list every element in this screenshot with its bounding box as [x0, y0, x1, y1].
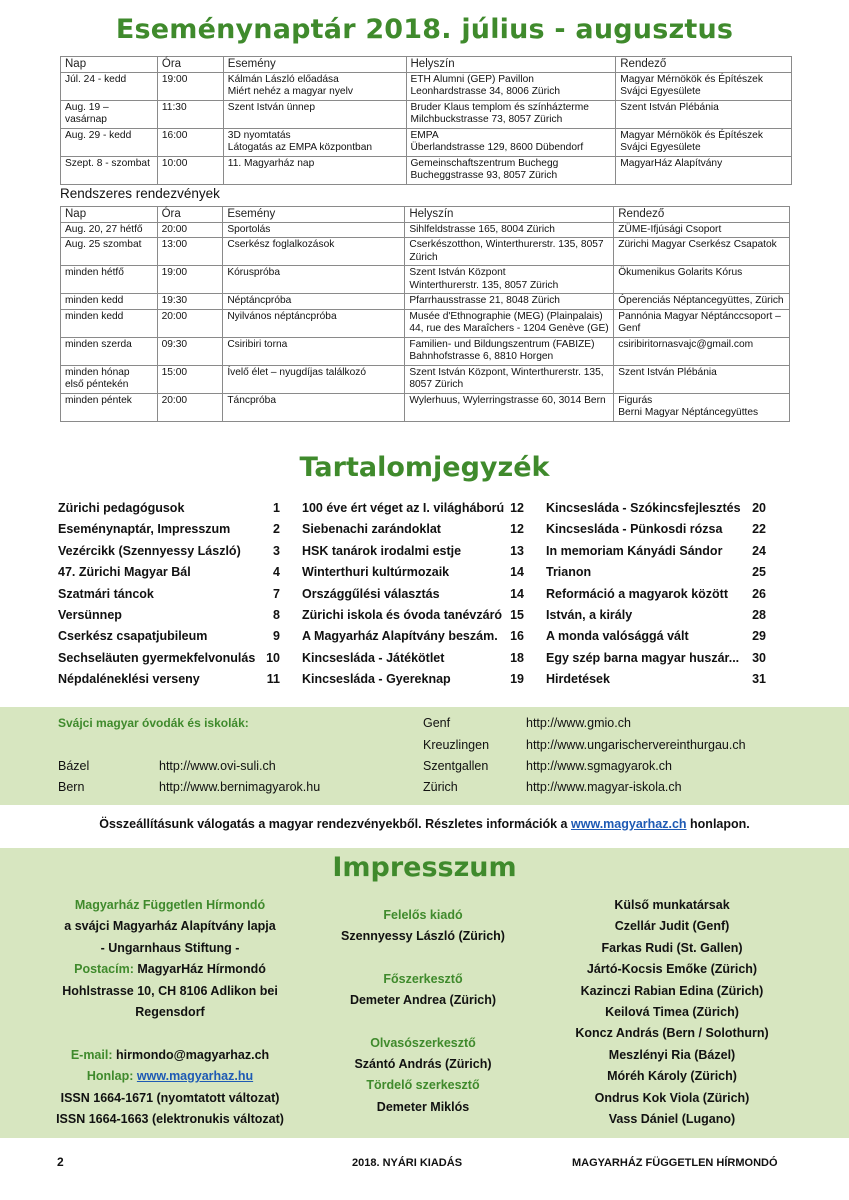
contributor-name: Vass Dániel (Lugano) — [608, 1111, 736, 1126]
toc-item-page: 30 — [752, 650, 766, 665]
toc-item[interactable] — [302, 562, 524, 583]
toc-item-page: 26 — [752, 586, 766, 601]
notice-text — [0, 817, 849, 831]
toc-item-page: 14 — [510, 565, 524, 580]
toc-item-label: Szatmári táncok — [58, 586, 154, 601]
toc-item-label: Egy szép barna magyar huszár... — [546, 650, 740, 665]
toc-item-page: 1 — [273, 501, 280, 515]
cell-line: Gemeinschaftszentrum Buchegg — [410, 157, 559, 169]
cell-hely — [406, 128, 616, 156]
cell-nap — [61, 309, 158, 337]
cell-line: Óperenciás Néptancegyüttes, Zürich — [618, 295, 784, 306]
cell-hely — [405, 222, 614, 238]
cell-line: Néptáncpróba — [227, 295, 292, 306]
edition-label: 2018. NYÁRI KIADÁS — [352, 1157, 463, 1169]
cell-nap — [61, 337, 158, 365]
cell-rend — [616, 128, 792, 156]
cell-esemeny — [223, 222, 405, 238]
cell-line: minden péntek — [65, 394, 132, 406]
cell-ora: 09:30 — [157, 337, 223, 365]
toc-item-label: István, a király — [546, 607, 633, 622]
cell-rend — [614, 309, 790, 337]
cell-line: Szept. 8 - szombat — [65, 157, 150, 169]
col-header-helyszin: Helyszín — [405, 207, 614, 223]
cell-rend — [616, 156, 792, 184]
cell-hely — [405, 266, 614, 294]
cell-ora: 19:00 — [157, 266, 223, 294]
contributors-list — [550, 916, 794, 1130]
cell-rend — [614, 294, 790, 310]
proofreader-label: Olvasószerkesztő — [370, 1035, 476, 1050]
toc-item-label: Eseménynaptár, Impresszum — [58, 522, 231, 537]
toc-item[interactable] — [302, 626, 524, 647]
toc-item-page: 25 — [752, 565, 766, 580]
cell-line: 44, rue des Maraîchers - 1204 Genève (GE) — [409, 323, 609, 334]
cell-line: Magyar Mérnökök és Építészek — [620, 129, 763, 141]
toc-item-label: Winterthuri kultúrmozaik — [302, 565, 450, 580]
toc-item-label: Kincsesláda - Szókincsfejlesztés — [546, 501, 741, 515]
toc-item-label: HSK tanárok irodalmi estje — [302, 543, 462, 558]
cell-line: Ökumenikus Golarits Kórus — [618, 267, 743, 278]
toc-item-label: Kincsesláda - Pünkosdi rózsa — [546, 522, 723, 537]
col-header-esemeny: Esemény — [223, 57, 406, 73]
toc-item-label: Népdaléneklési verseny — [58, 672, 200, 687]
toc-item[interactable] — [58, 519, 280, 540]
school-link[interactable]: http://www.ovi-suli.ch — [159, 759, 276, 773]
toc-item-page: 4 — [273, 565, 280, 580]
page-title: Eseménynaptár 2018. július - augusztus — [115, 14, 734, 45]
cell-nap — [61, 128, 158, 156]
cell-line: Wylerhuus, Wylerringstrasse 60, 3014 Bern — [409, 394, 606, 406]
toc-item[interactable] — [546, 498, 766, 519]
contributor-name: Ondrus Kok Viola (Zürich) — [594, 1090, 750, 1105]
toc-item-page: 15 — [510, 607, 524, 622]
toc-item[interactable] — [302, 541, 524, 562]
contributor-name: Farkas Rudi (St. Gallen) — [601, 940, 743, 955]
contributor-name: Keilová Timea (Zürich) — [605, 1004, 739, 1019]
cell-line: Zürichi Magyar Cserkész Csapatok — [618, 239, 777, 250]
magyarhaz-link[interactable]: www.magyarhaz.ch — [571, 817, 687, 831]
cell-esemeny — [223, 100, 406, 128]
cell-line: minden szerda — [65, 338, 132, 350]
toc-item-label: Cserkész csapatjubileum — [58, 629, 208, 644]
cell-rend — [614, 238, 790, 266]
table-row — [61, 393, 790, 421]
toc-item-label: Versünnep — [58, 607, 122, 622]
cell-line: 8057 Zürich — [409, 379, 464, 390]
cell-rend — [614, 266, 790, 294]
cell-line: minden hétfő — [65, 267, 124, 278]
cell-line: Magyar Mérnökök és Építészek — [620, 73, 763, 85]
cell-line: Aug. 25 szombat — [65, 239, 142, 250]
cell-line: vasárnap — [65, 114, 107, 125]
schools-heading: Svájci magyar óvodák és iskolák: — [58, 716, 249, 730]
table-row — [61, 222, 790, 238]
publisher-name: Szennyessy László (Zürich) — [341, 929, 505, 944]
cell-ora: 13:00 — [157, 238, 223, 266]
cell-esemeny — [223, 294, 405, 310]
cell-line: Júl. 24 - kedd — [65, 73, 127, 85]
toc-column-1 — [58, 498, 280, 691]
cell-line: Überlandstrasse 129, 8600 Dübendorf — [410, 142, 584, 153]
cell-esemeny — [223, 337, 405, 365]
cell-ora: 19:30 — [157, 294, 223, 310]
toc-item[interactable] — [58, 626, 280, 647]
toc-item-label: Kincsesláda - Játékötlet — [302, 650, 445, 665]
cell-esemeny — [223, 393, 405, 421]
events-table — [60, 56, 792, 185]
cell-ora: 10:00 — [157, 156, 223, 184]
cell-line: Svájci Egyesülete — [620, 142, 701, 153]
toc-item-label: Kincsesláda - Gyereknap — [302, 672, 451, 687]
contributor-name: Móréh Károly (Zürich) — [607, 1069, 737, 1084]
contributor-name: Kazinczi Rabian Edina (Zürich) — [580, 983, 764, 998]
toc-item-label: Zürichi iskola és óvoda tanévzáró — [302, 607, 503, 622]
toc-item-page: 12 — [510, 522, 524, 537]
cell-line: 3D nyomtatás — [227, 129, 291, 141]
cell-line: Berni Magyar Néptáncegyüttes — [618, 407, 759, 418]
toc-item-page: 9 — [273, 629, 280, 644]
cell-line: Kóruspróba — [227, 267, 280, 278]
cell-line: ETH Alumni (GEP) Pavillon — [410, 73, 534, 85]
publication-name: Magyarház Független Hírmondó — [74, 898, 266, 912]
notice-after: honlapon. — [690, 817, 750, 831]
publication-desc: a svájci Magyarház Alapítvány lapja — [64, 919, 276, 934]
table-row — [61, 238, 790, 266]
toc-item[interactable] — [58, 498, 280, 519]
toc-item-page: 29 — [752, 629, 766, 644]
email-value[interactable]: hirmondo@magyarhaz.ch — [115, 1047, 270, 1062]
toc-item-label: Sechseläuten gyermekfelvonulás — [58, 650, 256, 665]
email-line — [50, 1045, 290, 1066]
table-header-row — [61, 57, 792, 73]
email-label: E-mail: — [70, 1047, 113, 1062]
toc-item-page: 14 — [510, 586, 524, 601]
cell-esemeny — [223, 266, 405, 294]
cell-line: Nyilvános néptáncpróba — [227, 310, 337, 322]
school-city: Genf — [423, 716, 451, 730]
cell-line: Szent István Plébánia — [620, 101, 719, 113]
cell-rend — [614, 337, 790, 365]
toc-item[interactable] — [302, 648, 524, 669]
layout-editor-name: Demeter Miklós — [376, 1099, 470, 1114]
toc-item-label: Reformáció a magyarok között — [546, 586, 728, 601]
toc-item[interactable] — [546, 605, 766, 626]
cell-nap — [61, 222, 158, 238]
toc-item-label: A monda valósággá vált — [546, 629, 689, 644]
toc-item[interactable] — [58, 669, 280, 690]
school-link[interactable]: http://www.bernimagyarok.hu — [159, 780, 321, 794]
contributor-name: Koncz András (Bern / Solothurn) — [575, 1026, 769, 1041]
col-header-nap: Nap — [61, 207, 158, 223]
toc-item-label: Hirdetések — [546, 672, 610, 687]
cell-line: Látogatás az EMPA központban — [227, 142, 373, 153]
toc-item-page: 12 — [510, 501, 524, 515]
contributor-name: Meszlényi Ria (Bázel) — [608, 1047, 736, 1062]
toc-title: Tartalomjegyzék — [299, 452, 550, 483]
toc-item[interactable] — [302, 584, 524, 605]
cell-line: Bucheggstrasse 93, 8057 Zürich — [410, 170, 558, 181]
table-header-row — [61, 207, 790, 223]
cell-hely — [406, 156, 616, 184]
layout-editor-label: Tördelő szerkesztő — [366, 1078, 480, 1093]
cell-hely — [405, 309, 614, 337]
table-row — [61, 100, 792, 128]
cell-line: EMPA — [410, 129, 439, 141]
col-header-rendezo: Rendező — [614, 207, 790, 223]
cell-line: Szent István Plébánia — [618, 366, 717, 378]
postal-value: MagyarHáz Hírmondó — [137, 962, 266, 977]
school-city: Bázel — [58, 759, 90, 773]
web-line — [50, 1066, 290, 1087]
col-header-esemeny: Esemény — [223, 207, 405, 223]
cell-line: első péntekén — [65, 379, 129, 390]
cell-esemeny — [223, 309, 405, 337]
cell-nap — [61, 365, 158, 393]
cell-nap — [61, 100, 158, 128]
cell-line: Csiribiri torna — [227, 338, 288, 350]
cell-hely — [405, 294, 614, 310]
regular-events-table — [60, 206, 790, 422]
col-header-ora: Óra — [157, 207, 223, 223]
cell-ora: 20:00 — [157, 309, 223, 337]
toc-item-page: 28 — [752, 607, 766, 622]
school-link[interactable]: http://www.sgmagyarok.ch — [526, 759, 672, 773]
cell-ora: 15:00 — [157, 365, 223, 393]
toc-item[interactable] — [302, 498, 524, 519]
cell-nap — [61, 156, 158, 184]
school-city: Zürich — [423, 780, 458, 794]
cell-line: Szent István Központ, Winterthurerstr. 135, — [409, 366, 604, 378]
cell-hely — [405, 393, 614, 421]
table-row — [61, 72, 792, 100]
cell-line: Miért nehéz a magyar nyelv — [227, 86, 353, 97]
impresszum-publisher-block — [50, 895, 290, 1130]
cell-line: Svájci Egyesülete — [620, 86, 701, 97]
cell-line: csiribiritornasvajc@gmail.com — [618, 338, 754, 350]
cell-nap — [61, 72, 158, 100]
toc-item-page: 31 — [752, 672, 766, 687]
cell-line: Pfarrhausstrasse 21, 8048 Zürich — [409, 295, 560, 306]
toc-item-page: 16 — [510, 629, 524, 644]
toc-item[interactable] — [546, 519, 766, 540]
address-line: Regensdorf — [135, 1004, 205, 1019]
regular-events-title: Rendszeres rendezvények — [60, 186, 220, 201]
toc-item[interactable] — [302, 605, 524, 626]
school-city: Szentgallen — [423, 759, 489, 773]
publisher-label: Felelős kiadó — [383, 908, 463, 922]
postal-label: Postacím: — [74, 962, 134, 977]
toc-item-page: 13 — [510, 543, 524, 558]
cell-ora: 16:00 — [157, 128, 223, 156]
cell-ora: 20:00 — [157, 222, 223, 238]
cell-line: Leonhardstrasse 34, 8006 Zürich — [410, 86, 561, 97]
toc-item[interactable] — [546, 626, 766, 647]
cell-rend — [614, 365, 790, 393]
cell-line: Figurás — [618, 394, 653, 406]
cell-line: Kálmán László előadása — [227, 73, 339, 85]
toc-item-page: 2 — [273, 522, 280, 537]
cell-rend — [616, 72, 792, 100]
cell-line: Pannónia Magyar Néptánccsoport – — [618, 310, 781, 322]
cell-line: Milchbuckstrasse 73, 8057 Zürich — [410, 114, 563, 125]
toc-item-page: 24 — [752, 543, 766, 558]
cell-line: minden hónap — [65, 366, 130, 378]
notice-before: Összeállításunk válogatás a magyar rendezvényekből. Részletes információk a — [99, 817, 568, 831]
toc-item[interactable] — [546, 541, 766, 562]
issn-print: ISSN 1664-1671 (nyomtatott változat) — [60, 1090, 280, 1105]
col-header-nap: Nap — [61, 57, 158, 73]
cell-hely — [405, 337, 614, 365]
cell-line: Winterthurerstr. 135, 8057 Zürich — [409, 279, 559, 291]
toc-item-page: 7 — [273, 586, 280, 601]
cell-ora: 11:30 — [157, 100, 223, 128]
cell-line: Bahnhofstrasse 6, 8810 Horgen — [409, 351, 554, 362]
toc-item[interactable] — [546, 669, 766, 690]
cell-rend — [614, 393, 790, 421]
toc-item-page: 8 — [273, 607, 280, 622]
toc-item-label: 100 éve ért véget az I. világháború — [302, 501, 505, 515]
page-number: 2 — [57, 1155, 64, 1169]
toc-item-page: 19 — [510, 672, 524, 687]
cell-line: Táncpróba — [227, 394, 277, 406]
editor-label: Főszerkesztő — [383, 971, 463, 986]
cell-esemeny — [223, 156, 406, 184]
toc-item-label: In memoriam Kányádi Sándor — [546, 543, 723, 558]
cell-esemeny — [223, 128, 406, 156]
cell-nap — [61, 393, 158, 421]
toc-item-page: 3 — [273, 543, 280, 558]
cell-line: minden kedd — [65, 310, 124, 322]
contributor-name: Czellár Judit (Genf) — [614, 919, 730, 934]
cell-line: Ívelő élet – nyugdíjas találkozó — [227, 366, 367, 378]
toc-item-label: Trianon — [546, 565, 592, 580]
school-link[interactable]: http://www.gmio.ch — [526, 716, 631, 730]
postal-address — [50, 959, 290, 980]
toc-item-page: 10 — [266, 650, 280, 665]
impresszum-editors-block — [318, 905, 528, 1118]
cell-esemeny — [223, 238, 405, 266]
issn-online: ISSN 1664-1663 (elektronukis változat) — [56, 1111, 284, 1126]
toc-column-2 — [302, 498, 524, 691]
cell-line: Musée d'Ethnographie (MEG) (Plainpalais) — [409, 310, 603, 322]
toc-item[interactable] — [58, 562, 280, 583]
cell-line: Zürich — [409, 251, 438, 263]
toc-item[interactable] — [58, 541, 280, 562]
toc-item[interactable] — [58, 605, 280, 626]
cell-hely — [406, 72, 616, 100]
toc-item-page: 20 — [752, 501, 766, 515]
table-row — [61, 266, 790, 294]
toc-item[interactable] — [58, 584, 280, 605]
toc-column-3 — [546, 498, 766, 691]
impresszum-contributors-block — [550, 895, 794, 1130]
cell-rend — [616, 100, 792, 128]
cell-ora: 20:00 — [157, 393, 223, 421]
toc-item-label: 47. Zürichi Magyar Bál — [58, 565, 191, 580]
toc-item[interactable] — [302, 669, 524, 690]
col-header-rendezo: Rendező — [616, 57, 792, 73]
publication-desc-de: - Ungarnhaus Stiftung - — [100, 940, 240, 955]
cell-line: Bruder Klaus templom és színházterme — [410, 101, 589, 113]
cell-line: 11. Magyarház nap — [227, 157, 315, 169]
toc-item[interactable] — [58, 648, 280, 669]
toc-item-label: Siebenachi zarándoklat — [302, 522, 441, 537]
toc-item[interactable] — [302, 519, 524, 540]
cell-hely — [406, 100, 616, 128]
col-header-ora: Óra — [157, 57, 223, 73]
cell-line: Aug. 19 – — [65, 101, 109, 113]
toc-item-page: 22 — [752, 522, 766, 537]
cell-line: Cserkészotthon, Winterthurerstr. 135, 8057 — [409, 239, 604, 250]
cell-line: Sportolás — [227, 223, 271, 235]
cell-line: Genf — [618, 323, 641, 334]
cell-line: ZÜME-Ifjúsági Csoport — [618, 223, 722, 235]
cell-ora: 19:00 — [157, 72, 223, 100]
table-row — [61, 309, 790, 337]
editor-name: Demeter Andrea (Zürich) — [349, 993, 497, 1008]
address-line: Hohlstrasse 10, CH 8106 Adlikon bei — [62, 983, 278, 998]
proofreader-name: Szántó András (Zürich) — [354, 1056, 492, 1071]
school-city: Bern — [58, 780, 85, 794]
cell-line: Familien- und Bildungszentrum (FABIZE) — [409, 338, 595, 350]
cell-esemeny — [223, 72, 406, 100]
cell-nap — [61, 294, 158, 310]
col-header-helyszin: Helyszín — [406, 57, 616, 73]
contributors-label: Külső munkatársak — [614, 898, 730, 912]
school-city: Kreuzlingen — [423, 738, 490, 752]
school-link[interactable]: http://www.ungarischervereinthurgau.ch — [526, 738, 746, 752]
toc-item-label: Zürichi pedagógusok — [58, 501, 185, 515]
cell-line: Sihlfeldstrasse 165, 8004 Zürich — [409, 223, 555, 235]
toc-item[interactable] — [546, 648, 766, 669]
cell-line: MagyarHáz Alapítvány — [620, 157, 723, 169]
cell-hely — [405, 238, 614, 266]
cell-esemeny — [223, 365, 405, 393]
table-row — [61, 294, 790, 310]
cell-line: Aug. 20, 27 hétfő — [65, 223, 143, 235]
school-link[interactable]: http://www.magyar-iskola.ch — [526, 780, 682, 794]
cell-nap — [61, 266, 158, 294]
toc-item[interactable] — [546, 562, 766, 583]
table-row — [61, 337, 790, 365]
toc-item[interactable] — [546, 584, 766, 605]
toc-item-page: 11 — [266, 672, 280, 687]
contributor-name: Jártó-Kocsis Emőke (Zürich) — [586, 962, 758, 977]
table-row — [61, 365, 790, 393]
cell-line: Aug. 29 - kedd — [65, 129, 132, 141]
cell-nap — [61, 238, 158, 266]
web-link[interactable]: www.magyarhaz.hu — [136, 1069, 254, 1084]
impresszum-title: Impresszum — [332, 852, 517, 883]
toc-item-page: 18 — [510, 650, 524, 665]
publication-label: MAGYARHÁZ FÜGGETLEN HÍRMONDÓ — [572, 1157, 778, 1169]
cell-line: minden kedd — [65, 295, 124, 306]
toc-item-label: A Magyarház Alapítvány beszám. — [302, 629, 498, 644]
toc-item-label: Országgűlési választás — [302, 586, 440, 601]
table-row — [61, 128, 792, 156]
cell-rend — [614, 222, 790, 238]
cell-line: Cserkész foglalkozások — [227, 239, 335, 250]
table-row — [61, 156, 792, 184]
cell-line: Szent István ünnep — [227, 101, 316, 113]
cell-line: Szent István Központ — [409, 267, 506, 278]
cell-hely — [405, 365, 614, 393]
web-label: Honlap: — [86, 1069, 134, 1084]
toc-item-label: Vezércikk (Szennyessy László) — [58, 543, 241, 558]
